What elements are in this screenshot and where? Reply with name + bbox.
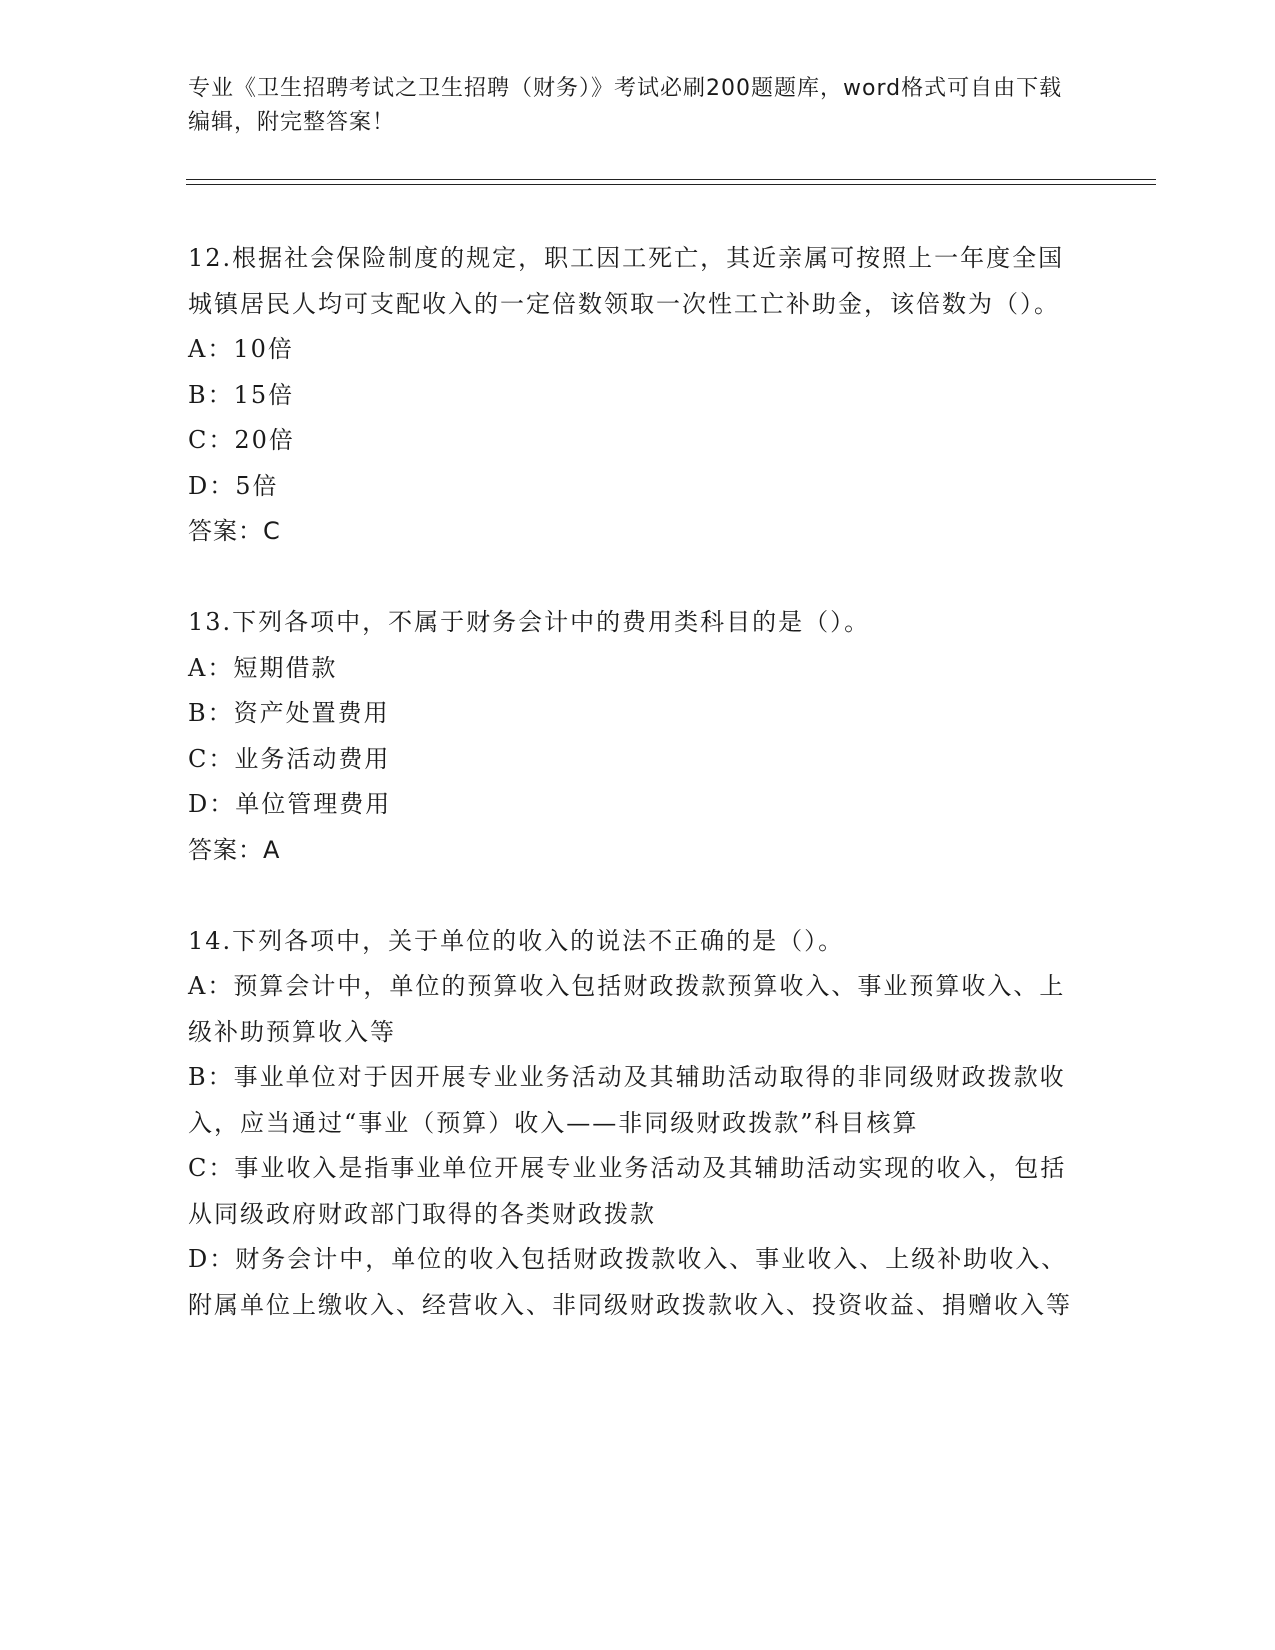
question-12 [188,236,1088,555]
question-spacer [188,873,1088,919]
question-14 [188,919,1088,1329]
question-text: 12.根据社会保险制度的规定，职工因工死亡，其近亲属可按照上一年度全国城镇居民人均可支配收入的一定倍数领取一次性工亡补助金，该倍数为（）。 [188,244,1065,318]
option-b: B：事业单位对于因开展专业业务活动及其辅助活动取得的非同级财政拨款收入，应当通过“事业（预算）收入——非同级财政拨款”科目核算 [188,1063,1066,1137]
option-a: A：预算会计中，单位的预算收入包括财政拨款预算收入、事业预算收入、上级补助预算收入等 [188,972,1066,1046]
answer-label: 答案：A [188,835,281,864]
option-d: D：财务会计中，单位的收入包括财政拨款收入、事业收入、上级补助收入、附属单位上缴收入、经营收入、非同级财政拨款收入、投资收益、捐赠收入等 [188,1245,1072,1319]
question-text: 14.下列各项中，关于单位的收入的说法不正确的是（）。 [188,926,845,955]
option-d: D：5倍 [188,471,279,500]
header-divider-top [186,179,1156,180]
document-intro: 专业《卫生招聘考试之卫生招聘（财务）》考试必刷200题题库，word格式可自由下载编辑，附完整答案！ [188,76,1063,135]
question-text: 13.下列各项中，不属于财务会计中的费用类科目的是（）。 [188,608,871,636]
question-13 [188,600,1088,873]
option-c: C：事业收入是指事业单位开展专业业务活动及其辅助活动实现的收入，包括从同级政府财政部门取得的各类财政拨款 [188,1154,1067,1228]
option-c: C：20倍 [188,426,295,454]
option-c: C：业务活动费用 [188,744,391,773]
option-a: A：10倍 [188,335,294,363]
option-a: A：短期借款 [188,653,338,682]
answer-label: 答案：C [188,517,281,545]
option-d: D：单位管理费用 [188,790,392,818]
question-spacer [188,555,1088,601]
option-b: B：15倍 [188,380,295,409]
question-list [188,236,1088,1328]
option-b: B：资产处置费用 [188,699,390,727]
header-divider-bottom [186,184,1156,185]
